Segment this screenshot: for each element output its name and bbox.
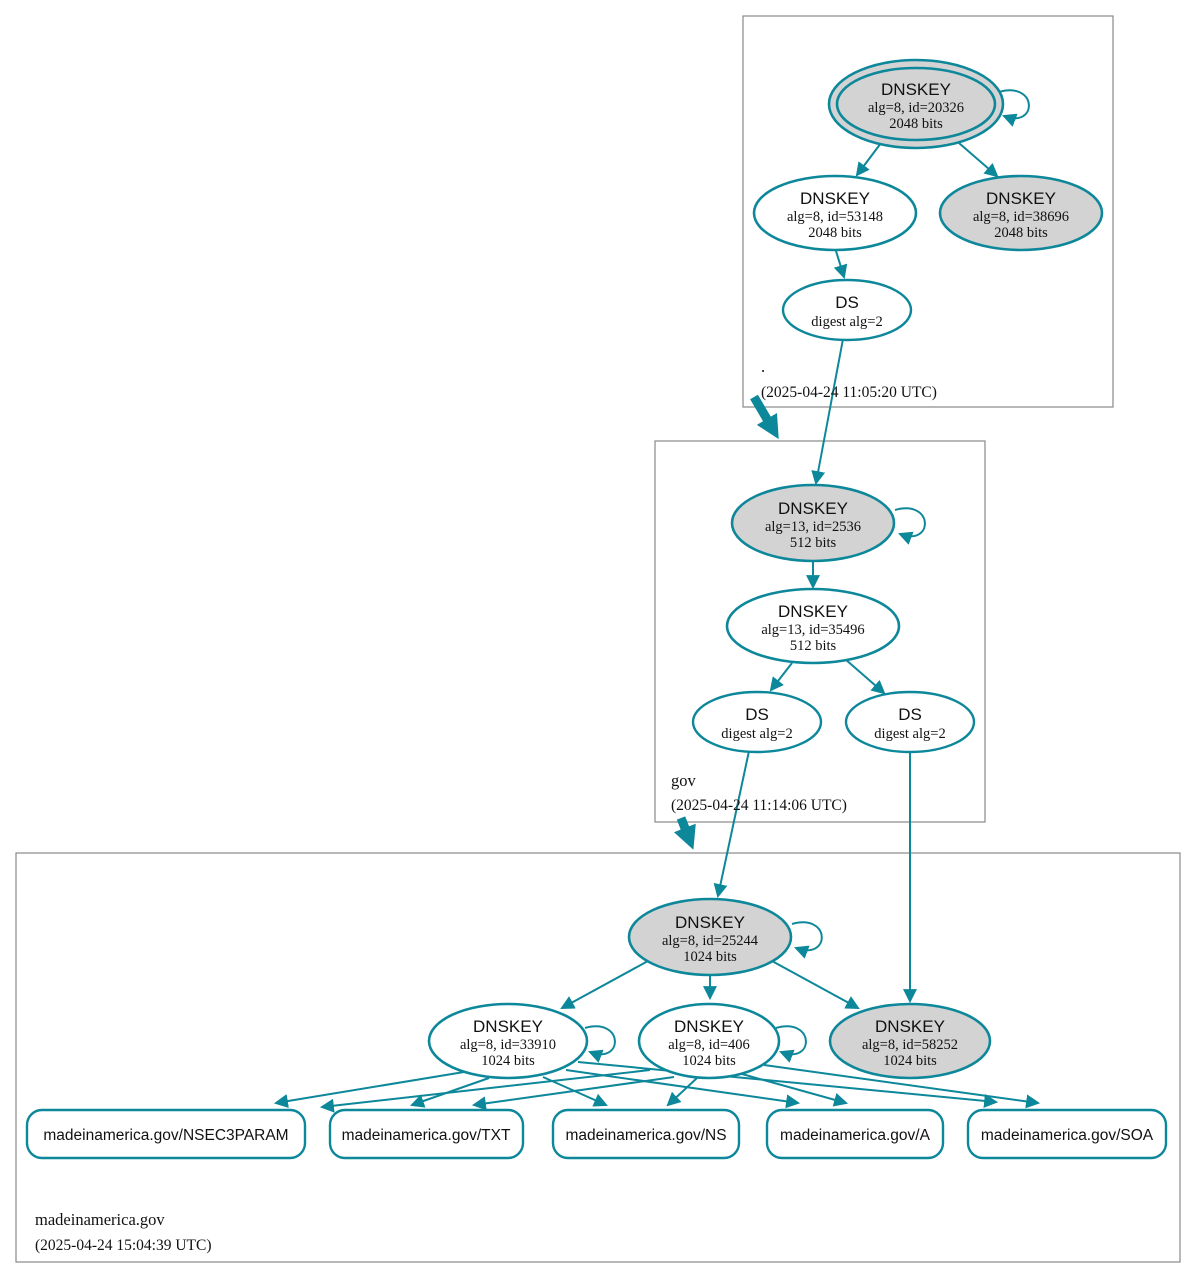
node-bits: 1024 bits xyxy=(481,1053,535,1069)
edge-gov-zsk-to-ds-left xyxy=(771,663,792,690)
node-bits: 1024 bits xyxy=(883,1053,937,1069)
node-title: DS xyxy=(835,293,859,312)
node-detail: digest alg=2 xyxy=(721,726,793,742)
node-title: DNSKEY xyxy=(800,189,870,208)
zone-name-madeinamerica: madeinamerica.gov xyxy=(35,1210,165,1229)
self-sign-loop-ksk-25244 xyxy=(792,922,822,950)
edge-gov-ds-to-madeinamerica-ksk xyxy=(718,751,749,896)
zone-madeinamerica xyxy=(27,899,1166,1254)
node-detail: digest alg=2 xyxy=(811,314,883,330)
rrset-label: madeinamerica.gov/SOA xyxy=(980,1127,1154,1144)
node-detail: alg=8, id=20326 xyxy=(867,100,965,116)
edge-root-ds-to-gov-ksk xyxy=(816,339,843,483)
edge-key406-to-a xyxy=(742,1074,846,1103)
node-bits: 2048 bits xyxy=(808,225,862,241)
node-bits: 1024 bits xyxy=(682,1053,736,1069)
self-sign-loop-key33910 xyxy=(585,1026,615,1054)
edge-ksk-to-key58252 xyxy=(772,961,858,1008)
zone-timestamp-gov: (2025-04-24 11:14:06 UTC) xyxy=(671,797,847,814)
edge-gov-zsk-to-ds-right xyxy=(845,659,884,693)
self-sign-loop-key406 xyxy=(776,1026,806,1054)
rrset-node-ns xyxy=(553,1110,739,1158)
node-detail: alg=8, id=58252 xyxy=(861,1037,959,1053)
node-detail: digest alg=2 xyxy=(874,726,946,742)
rrset-label: madeinamerica.gov/NSEC3PARAM xyxy=(43,1127,289,1144)
rrset-label: madeinamerica.gov/NS xyxy=(565,1127,727,1144)
zone-gov xyxy=(671,485,974,814)
rrset-node-nsec3param xyxy=(27,1110,305,1158)
edge-key406-to-txt xyxy=(474,1077,674,1105)
node-detail: alg=13, id=2536 xyxy=(764,519,862,535)
edge-key53148-to-ds xyxy=(836,251,844,277)
rrset-label: madeinamerica.gov/A xyxy=(780,1127,930,1144)
zone-timestamp-madeinamerica: (2025-04-24 15:04:39 UTC) xyxy=(35,1237,212,1254)
node-bits: 1024 bits xyxy=(683,949,737,965)
dnskey-node-madeinamerica-58252 xyxy=(830,1004,990,1078)
dnskey-node-root-20326 xyxy=(829,60,1003,148)
node-detail: alg=8, id=406 xyxy=(668,1037,750,1053)
delegation-arrow-root-to-gov xyxy=(754,397,774,431)
node-detail: alg=8, id=25244 xyxy=(661,933,759,949)
node-title: DNSKEY xyxy=(881,80,951,99)
node-title: DNSKEY xyxy=(875,1017,945,1036)
dnskey-node-gov-2536 xyxy=(732,485,894,561)
zone-name-gov: gov xyxy=(671,771,696,790)
rrset-label: madeinamerica.gov/TXT xyxy=(341,1127,511,1144)
rrset-node-soa xyxy=(968,1110,1166,1158)
node-title: DNSKEY xyxy=(778,602,848,621)
zone-root xyxy=(754,60,1102,401)
node-bits: 512 bits xyxy=(789,638,837,654)
dnskey-node-root-38696 xyxy=(940,176,1102,250)
zone-timestamp-root: (2025-04-24 11:05:20 UTC) xyxy=(761,384,937,401)
dnskey-node-madeinamerica-25244 xyxy=(629,899,791,975)
node-bits: 512 bits xyxy=(789,535,837,551)
ds-node-root xyxy=(783,280,911,340)
node-title: DNSKEY xyxy=(778,499,848,518)
node-title: DNSKEY xyxy=(675,913,745,932)
ds-node-gov-left xyxy=(693,692,821,752)
dnskey-node-madeinamerica-406 xyxy=(639,1004,779,1078)
node-title: DNSKEY xyxy=(473,1017,543,1036)
edge-key33910-to-nsec3param xyxy=(276,1072,464,1103)
self-sign-loop-gov-ksk xyxy=(895,508,925,536)
node-bits: 2048 bits xyxy=(994,225,1048,241)
dnskey-node-madeinamerica-33910 xyxy=(429,1004,587,1078)
node-detail: alg=8, id=53148 xyxy=(786,209,884,225)
node-bits: 2048 bits xyxy=(889,116,943,132)
node-detail: alg=8, id=33910 xyxy=(459,1037,557,1053)
edge-key406-to-ns xyxy=(668,1078,697,1105)
node-title: DNSKEY xyxy=(986,189,1056,208)
rrset-node-txt xyxy=(330,1110,523,1158)
zone-box-madeinamerica xyxy=(16,853,1180,1262)
dnskey-node-gov-35496 xyxy=(727,589,899,663)
node-detail: alg=8, id=38696 xyxy=(972,209,1070,225)
edge-ksk-to-key33910 xyxy=(562,961,648,1008)
node-title: DNSKEY xyxy=(674,1017,744,1036)
rrset-node-a xyxy=(767,1110,943,1158)
node-title: DS xyxy=(898,705,922,724)
node-detail: alg=13, id=35496 xyxy=(761,622,865,638)
ds-node-gov-right xyxy=(846,692,974,752)
zone-name-root: . xyxy=(761,357,766,376)
dnskey-node-root-53148 xyxy=(754,176,916,250)
node-title: DS xyxy=(745,705,769,724)
